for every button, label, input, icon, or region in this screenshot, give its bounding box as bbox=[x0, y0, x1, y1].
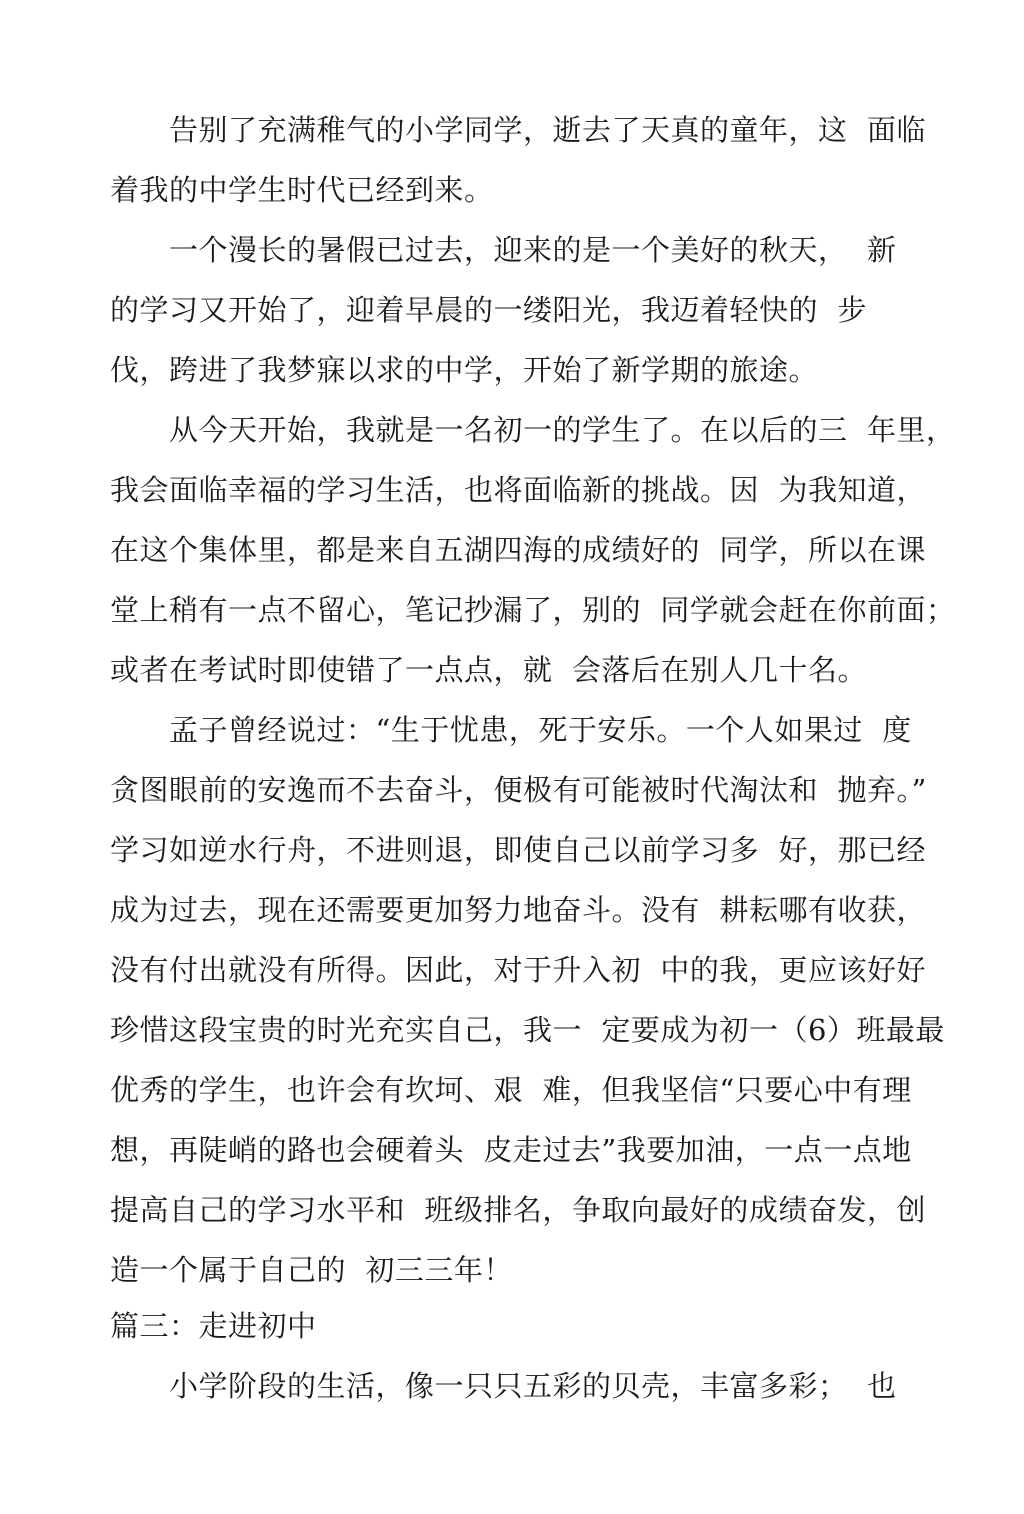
section-heading: 篇三：走进初中 bbox=[110, 1309, 317, 1343]
text-line: 或者在考试时即使错了一点点，就 会落后在别人几十名。 bbox=[110, 653, 867, 687]
text-line: 珍惜这段宝贵的时光充实自己，我一 定要成为初一（6）班最最 bbox=[110, 1013, 945, 1047]
text-line: 从今天开始，我就是一名初一的学生了。在以后的三 年里， bbox=[110, 413, 956, 447]
text-line: 堂上稍有一点不留心，笔记抄漏了，别的 同学就会赶在你前面； bbox=[110, 593, 956, 627]
text-line: 贪图眼前的安逸而不去奋斗，便极有可能被时代淘汰和 抛弃。” bbox=[110, 773, 927, 807]
text-line: 学习如逆水行舟，不进则退，即使自己以前学习多 好，那已经 bbox=[110, 833, 926, 867]
text-line: 我会面临幸福的学习生活，也将面临新的挑战。因 为我知道， bbox=[110, 473, 926, 507]
text-line: 优秀的学生，也许会有坎坷、艰 难，但我坚信“只要心中有理 bbox=[110, 1073, 912, 1107]
text-line: 告别了充满稚气的小学同学，逝去了天真的童年，这 面临 bbox=[110, 113, 926, 147]
text-line: 小学阶段的生活，像一只只五彩的贝壳，丰富多彩； 也 bbox=[110, 1369, 897, 1403]
text-line: 着我的中学生时代已经到来。 bbox=[110, 173, 494, 207]
text-line: 想，再陡峭的路也会硬着头 皮走过去”我要加油，一点一点地 bbox=[110, 1133, 912, 1167]
text-line: 成为过去，现在还需要更加努力地奋斗。没有 耕耘哪有收获， bbox=[110, 893, 926, 927]
text-line: 提高自己的学习水平和 班级排名，争取向最好的成绩奋发，创 bbox=[110, 1193, 926, 1227]
text-line: 一个漫长的暑假已过去，迎来的是一个美好的秋天， 新 bbox=[110, 233, 897, 267]
text-line: 伐，跨进了我梦寐以求的中学，开始了新学期的旅途。 bbox=[110, 353, 819, 387]
text-line: 的学习又开始了，迎着早晨的一缕阳光，我迈着轻快的 步 bbox=[110, 293, 867, 327]
text-line: 孟子曾经说过：“生于忧患，死于安乐。一个人如果过 度 bbox=[110, 713, 912, 747]
text-line: 造一个属于自己的 初三三年！ bbox=[110, 1253, 513, 1287]
text-line: 没有付出就没有所得。因此，对于升入初 中的我，更应该好好 bbox=[110, 953, 926, 987]
text-line: 在这个集体里，都是来自五湖四海的成绩好的 同学，所以在课 bbox=[110, 533, 926, 567]
